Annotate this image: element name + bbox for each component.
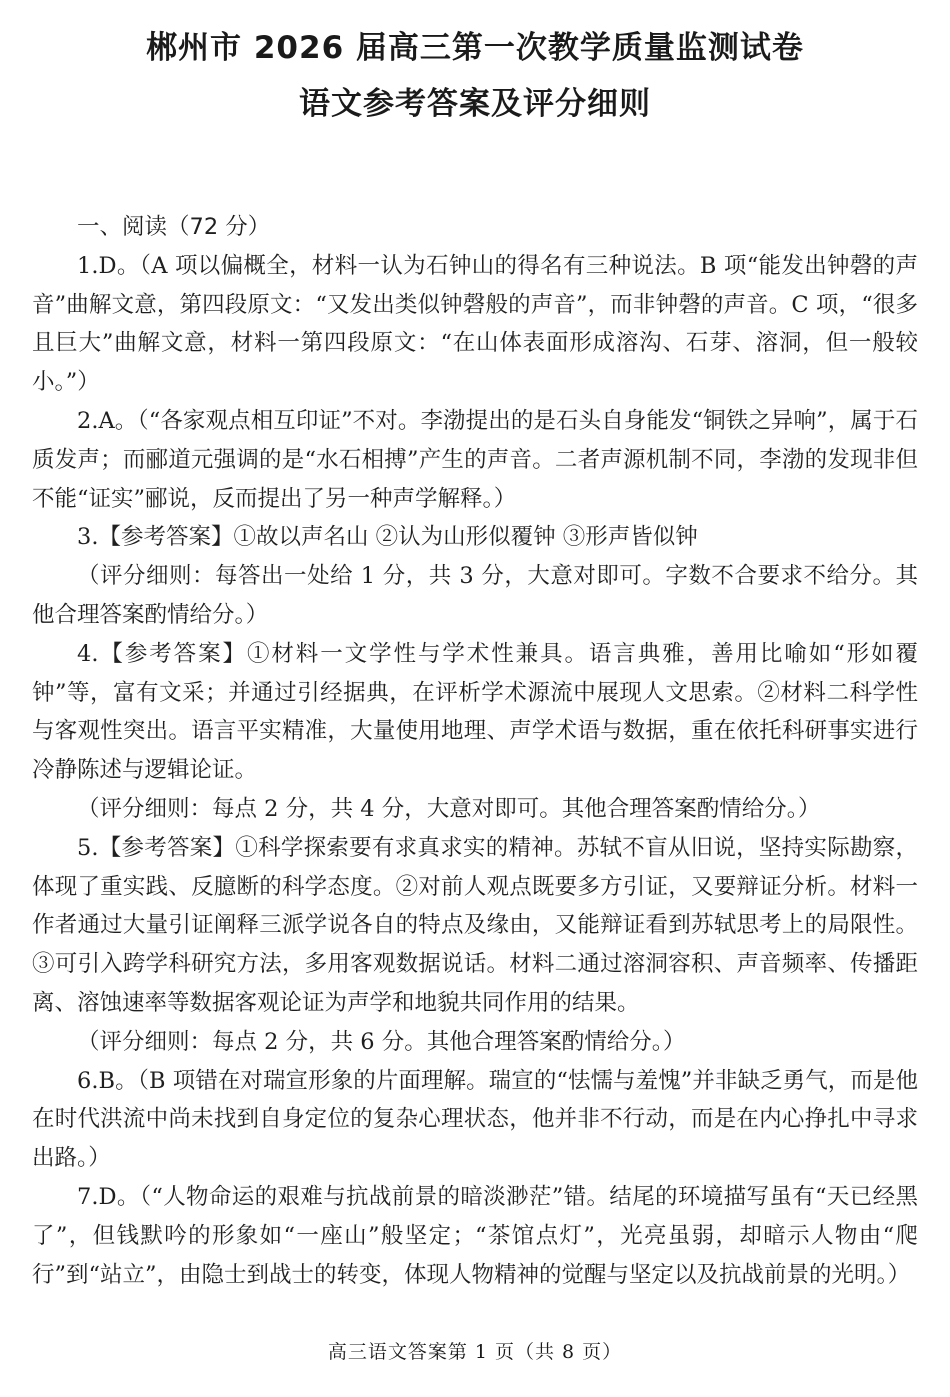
answer-q5: 5.【参考答案】①科学探索要有求真求实的精神。苏轼不盲从旧说，坚持实际勘察，体现了重实践、反臆断的科学态度。②对前人观点既要多方引证，又要辩证分析。材料一作者通过大量引证阐释三派学说各自的特点及缘由，又能辩证看到苏轼思考上的局限性。③可引入跨学科研究方法，多用客观数据说话。材料二通过溶洞容积、声音频率、传播距离、溶蚀速率等数据客观论证为声学和地貌共同作用的结果。 [32,834,918,1016]
page-footer: 高三语文答案第 1 页（共 8 页） [327,1341,623,1363]
scoring-q5: （评分细则：每点 2 分，共 6 分。其他合理答案酌情给分。） [77,1028,686,1055]
scoring-q3: （评分细则：每答出一处给 1 分，共 3 分，大意对即可。字数不合要求不给分。其他合理答案酌情给分。） [32,563,918,628]
document-title: 郴州市 2026 届高三第一次教学质量监测试卷 [146,30,804,66]
answer-q7: 7.D。（“人物命运的艰难与抗战前景的暗淡渺茫”错。结尾的环境描写虽有“天已经黑了”，但钱默吟的形象如“一座山”般坚定；“茶馆点灯”，光亮虽弱，却暗示人物由“爬行”到“站立”，由隐士到战士的转变，体现人物精神的觉醒与坚定以及抗战前景的光明。） [32,1183,918,1288]
answer-q2: 2.A。（“各家观点相互印证”不对。李渤提出的是石头自身能发“铜铁之异响”，属于石质发声；而郦道元强调的是“水石相搏”产生的声音。二者声源机制不同，李渤的发现非但不能“证实”郦说，反而提出了另一种声学解释。） [32,407,918,512]
answer-q4: 4.【参考答案】①材料一文学性与学术性兼具。语言典雅，善用比喻如“形如覆钟”等，富有文采；并通过引经据典，在评析学术源流中展现人文思索。②材料二科学性与客观性突出。语言平实精准，大量使用地理、声学术语与数据，重在依托科研事实进行冷静陈述与逻辑论证。 [32,640,918,784]
section-heading-reading: 一、阅读（72 分） [77,214,271,240]
answer-q6: 6.B。（B 项错在对瑞宣形象的片面理解。瑞宣的“怯懦与羞愧”并非缺乏勇气，而是他在时代洪流中尚未找到自身定位的复杂心理状态，他并非不行动，而是在内心挣扎中寻求出路。） [32,1067,918,1172]
answer-q3: 3.【参考答案】①故以声名山 ②认为山形似覆钟 ③形声皆似钟 [77,524,698,551]
document-subtitle: 语文参考答案及评分细则 [299,86,651,122]
answer-content [32,208,918,1294]
scoring-q4: （评分细则：每点 2 分，共 4 分，大意对即可。其他合理答案酌情给分。） [77,795,821,822]
answer-q1: 1.D。（A 项以偏概全，材料一认为石钟山的得名有三种说法。B 项“能发出钟磬的声音”曲解文意，第四段原文：“又发出类似钟磬般的声音”，而非钟磬的声音。C 项，“很多且巨大”曲解文意，材料一第四段原文：“在山体表面形成溶沟、石芽、溶洞，但一般较小。”） [32,252,918,396]
